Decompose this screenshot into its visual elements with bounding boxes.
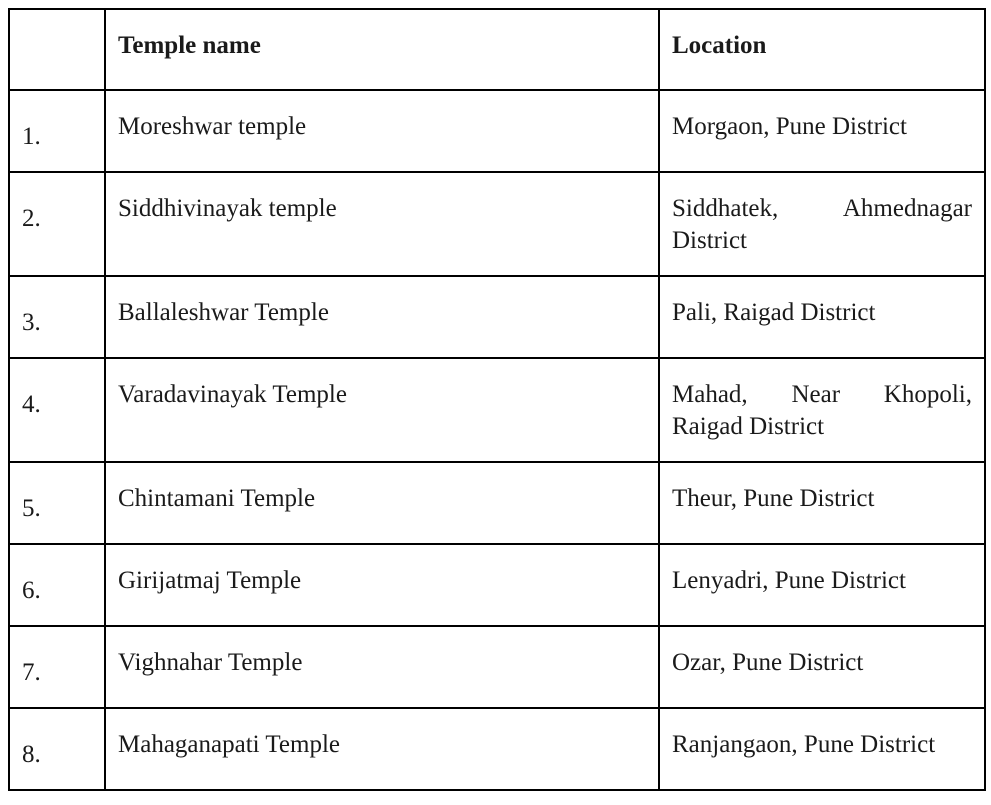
temple-name: Chintamani Temple	[105, 462, 659, 544]
header-number	[9, 9, 105, 90]
header-location: Location	[659, 9, 985, 90]
header-row	[9, 9, 985, 90]
header-temple-name: Temple name	[105, 9, 659, 90]
temple-location: Ozar, Pune District	[659, 626, 985, 708]
temple-name: Ballaleshwar Temple	[105, 276, 659, 358]
temple-location: Pali, Raigad District	[659, 276, 985, 358]
temple-location: Morgaon, Pune District	[659, 90, 985, 172]
row-number: 2.	[9, 172, 105, 276]
table-row	[9, 708, 985, 790]
table-header	[9, 9, 985, 90]
row-number: 7.	[9, 626, 105, 708]
table-row	[9, 276, 985, 358]
table-row	[9, 544, 985, 626]
table-row	[9, 172, 985, 276]
row-number: 6.	[9, 544, 105, 626]
table-row	[9, 626, 985, 708]
table-row	[9, 462, 985, 544]
table-row	[9, 358, 985, 462]
temple-location: Theur, Pune District	[659, 462, 985, 544]
temple-name: Siddhivinayak temple	[105, 172, 659, 276]
row-number: 5.	[9, 462, 105, 544]
row-number: 3.	[9, 276, 105, 358]
table-row	[9, 90, 985, 172]
row-number: 1.	[9, 90, 105, 172]
temple-name: Moreshwar temple	[105, 90, 659, 172]
temple-location: Lenyadri, Pune District	[659, 544, 985, 626]
temple-location: Ranjangaon, Pune District	[659, 708, 985, 790]
row-number: 8.	[9, 708, 105, 790]
temple-name: Girijatmaj Temple	[105, 544, 659, 626]
temple-name: Vighnahar Temple	[105, 626, 659, 708]
table-body	[9, 90, 985, 790]
temple-table	[8, 8, 986, 791]
temple-name: Mahaganapati Temple	[105, 708, 659, 790]
row-number: 4.	[9, 358, 105, 462]
temple-location: Mahad, Near Khopoli, Raigad District	[659, 358, 985, 462]
temple-name: Varadavinayak Temple	[105, 358, 659, 462]
temple-location: Siddhatek, Ahmednagar District	[659, 172, 985, 276]
